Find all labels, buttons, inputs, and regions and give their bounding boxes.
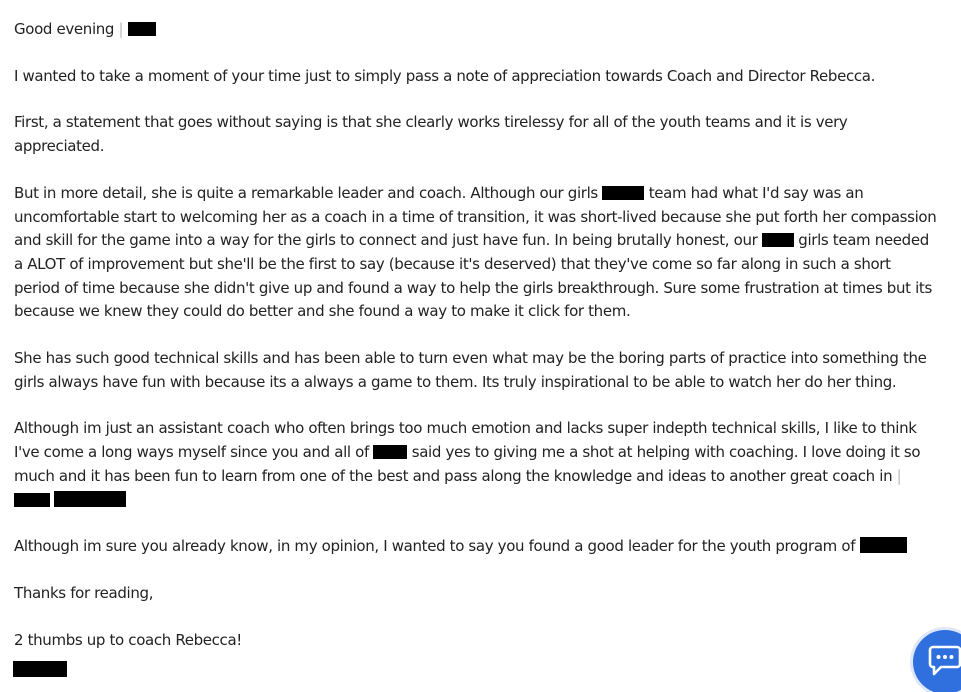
greeting-text: Good evening xyxy=(14,20,115,38)
paragraph-good-leader-text: Although im sure you already know, in my opinion, I wanted to say you found a good leader for the youth program of xyxy=(14,537,856,556)
redacted-team xyxy=(762,233,794,247)
paragraph-details-part3: girls team needed a ALOT of improvement but she'll be the first to say (because it's deserved) that they've come so far along in such a short period of time because she didn't give up and found a way to help the girls breakthrough. Sure some frustration at times but its because we knew they could do better and she found a way to make it click for them. xyxy=(14,231,932,321)
redacted-location xyxy=(14,493,50,507)
redacted-program xyxy=(860,537,907,553)
paragraph-thanks: Thanks for reading, xyxy=(14,583,154,602)
paragraph-assistant-coach: Although im just an assistant coach who often brings too much emotion and lacks super indepth technical skills, I like to think I've come a long ways myself since you and all of said yes to giving me a shot at helping with coaching. I love doing it so much and it has been fun to learn from one of the best and pass along the knowledge and ideas to another great coach in | xyxy=(14,417,939,512)
redacted-team xyxy=(602,186,644,200)
greeting-paragraph: Good evening | xyxy=(14,18,939,42)
paragraph-technical-skills: She has such good technical skills and has been able to turn even what may be the boring parts of practice into something the girls always have fun with because its a always a game to them. Its truly inspirational to be able to watch her do her thing. xyxy=(14,349,927,391)
redacted-organization xyxy=(373,445,407,459)
paragraph-details-part1: But in more detail, she is quite a remarkable leader and coach. Although our girls xyxy=(14,183,598,202)
paragraph-appreciation: I wanted to take a moment of your time just to simply pass a note of appreciation towards Coach and Director Rebecca. xyxy=(14,66,876,85)
paragraph-details-part2: team had what I'd say was an uncomfortable start to welcoming her as a coach in a time of transition, it was short-lived because she put forth her compassion and skill for the game into a way for the girls to connect and just have fun. In being brutally honest, our xyxy=(14,183,937,250)
paragraph-assistant-part2: said yes to giving me a shot at helping with coaching. I love doing it so much and it has been fun to learn from one of the best and pass along the knowledge and ideas to another great coach in xyxy=(14,443,921,485)
paragraph-good-leader xyxy=(14,535,939,559)
paragraph-details xyxy=(14,182,939,324)
letter-body xyxy=(14,18,939,675)
paragraph-assistant-part1: Although im just an assistant coach who often brings too much emotion and lacks super indepth technical skills, I like to think I've come a long ways myself since you and all of xyxy=(14,419,917,462)
redacted-signature xyxy=(13,661,67,677)
redacted-location xyxy=(54,491,126,507)
chat-bubble-icon xyxy=(927,644,961,678)
paragraph-statement: First, a statement that goes without saying is that she clearly works tirelessy for all of the youth teams and it is very appreciated. xyxy=(14,113,848,156)
paragraph-closing: 2 thumbs up to coach Rebecca! xyxy=(14,630,242,649)
redacted-name xyxy=(128,22,156,36)
